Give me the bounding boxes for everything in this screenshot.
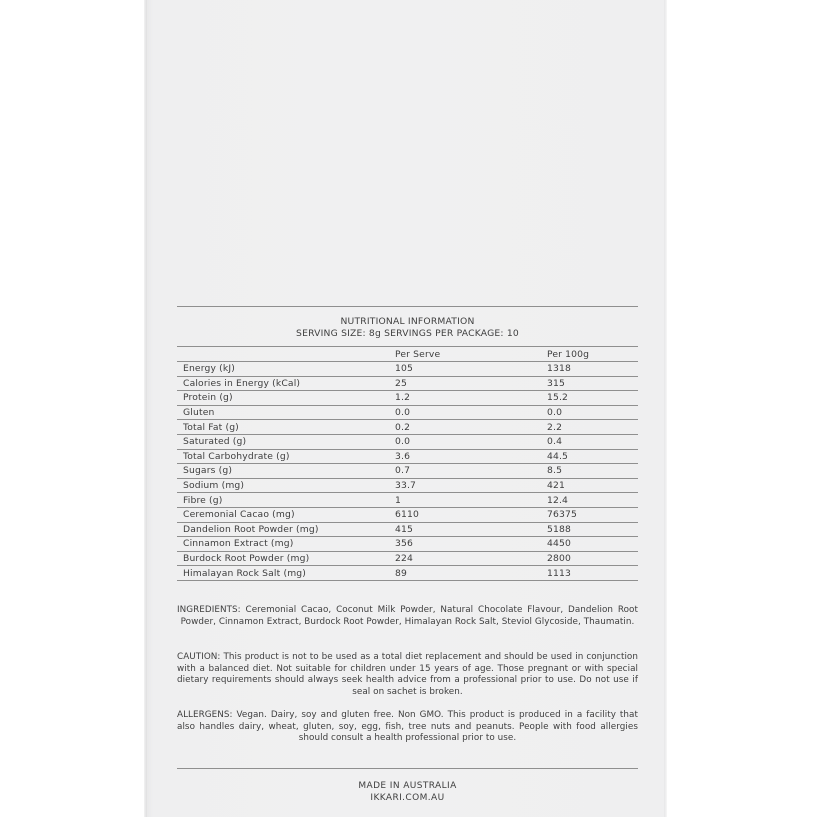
table-row <box>177 507 638 522</box>
nutrition-title: NUTRITIONAL INFORMATION <box>340 316 475 327</box>
table-row <box>177 449 638 464</box>
table-row <box>177 434 638 449</box>
per-serve-value: 89 <box>389 566 541 581</box>
per-100g-value: 1113 <box>541 566 638 581</box>
nutrient-label: Total Fat (g) <box>177 420 389 435</box>
per-100g-value: 4450 <box>541 537 638 552</box>
allergens-text: ALLERGENS: Vegan. Dairy, soy and gluten free. Non GMO. This product is produced in a facility that also handles dairy, wheat, gluten, soy, egg, fish, tree nuts and peanuts. People with food allergies should consult a health professional prior to use. <box>177 710 638 744</box>
nutrition-rows <box>177 362 638 581</box>
table-row <box>177 405 638 420</box>
per-100g-value: 76375 <box>541 507 638 522</box>
per-100g-value: 15.2 <box>541 391 638 406</box>
table-row <box>177 566 638 581</box>
per-serve-value: 0.2 <box>389 420 541 435</box>
table-row <box>177 478 638 493</box>
per-serve-value: 415 <box>389 522 541 537</box>
table-row <box>177 537 638 552</box>
per-100g-value: 2.2 <box>541 420 638 435</box>
caution-text: CAUTION: This product is not to be used as a total diet replacement and should be used in conjunction with a balanced diet. Not suitable for children under 15 years of age. Those pregnant or with special dietary requirements should always seek health advice from a professional prior to use. Do not use if seal on sachet is broken. <box>177 652 638 697</box>
column-header-per-serve: Per Serve <box>389 347 541 362</box>
nutrient-label: Gluten <box>177 405 389 420</box>
ingredients-text: INGREDIENTS: Ceremonial Cacao, Coconut Milk Powder, Natural Chocolate Flavour, Dandelion Root Powder, Cinnamon Extract, Burdock Root Powder, Himalayan Rock Salt, Steviol Glycoside, Thaumatin. <box>177 605 638 627</box>
per-serve-value: 3.6 <box>389 449 541 464</box>
website-label: IKKARI.COM.AU <box>370 793 445 803</box>
per-100g-value: 8.5 <box>541 464 638 479</box>
per-serve-value: 1.2 <box>389 391 541 406</box>
column-header-per-100g: Per 100g <box>541 347 638 362</box>
nutrient-label: Dandelion Root Powder (mg) <box>177 522 389 537</box>
per-100g-value: 44.5 <box>541 449 638 464</box>
per-serve-value: 0.7 <box>389 464 541 479</box>
nutrient-label: Fibre (g) <box>177 493 389 508</box>
nutrient-label: Protein (g) <box>177 391 389 406</box>
per-serve-value: 6110 <box>389 507 541 522</box>
nutrient-label: Energy (kJ) <box>177 362 389 377</box>
nutrient-label: Ceremonial Cacao (mg) <box>177 507 389 522</box>
box-right-edge <box>664 0 667 817</box>
table-header-row <box>177 347 638 362</box>
table-row <box>177 376 638 391</box>
table-row <box>177 391 638 406</box>
per-100g-value: 5188 <box>541 522 638 537</box>
nutrient-label: Sugars (g) <box>177 464 389 479</box>
nutrient-label: Calories in Energy (kCal) <box>177 376 389 391</box>
table-row <box>177 522 638 537</box>
per-serve-value: 224 <box>389 551 541 566</box>
nutrition-table <box>177 346 638 581</box>
per-100g-value: 2800 <box>541 551 638 566</box>
nutrient-label: Total Carbohydrate (g) <box>177 449 389 464</box>
top-divider <box>177 306 638 307</box>
serving-info: SERVING SIZE: 8g SERVINGS PER PACKAGE: 10 <box>296 328 519 339</box>
per-100g-value: 1318 <box>541 362 638 377</box>
column-header-nutrient <box>177 347 389 362</box>
per-serve-value: 0.0 <box>389 434 541 449</box>
nutrient-label: Himalayan Rock Salt (mg) <box>177 566 389 581</box>
per-100g-value: 12.4 <box>541 493 638 508</box>
table-row <box>177 420 638 435</box>
per-serve-value: 33.7 <box>389 478 541 493</box>
table-row <box>177 362 638 377</box>
table-row <box>177 493 638 508</box>
per-serve-value: 1 <box>389 493 541 508</box>
nutrient-label: Saturated (g) <box>177 434 389 449</box>
per-serve-value: 356 <box>389 537 541 552</box>
bottom-divider <box>177 768 638 769</box>
made-in-label: MADE IN AUSTRALIA <box>358 781 457 791</box>
per-serve-value: 0.0 <box>389 405 541 420</box>
per-100g-value: 0.4 <box>541 434 638 449</box>
per-serve-value: 25 <box>389 376 541 391</box>
per-serve-value: 105 <box>389 362 541 377</box>
nutrient-label: Burdock Root Powder (mg) <box>177 551 389 566</box>
table-row <box>177 551 638 566</box>
per-100g-value: 0.0 <box>541 405 638 420</box>
per-100g-value: 315 <box>541 376 638 391</box>
per-100g-value: 421 <box>541 478 638 493</box>
nutrient-label: Sodium (mg) <box>177 478 389 493</box>
table-row <box>177 464 638 479</box>
nutrient-label: Cinnamon Extract (mg) <box>177 537 389 552</box>
